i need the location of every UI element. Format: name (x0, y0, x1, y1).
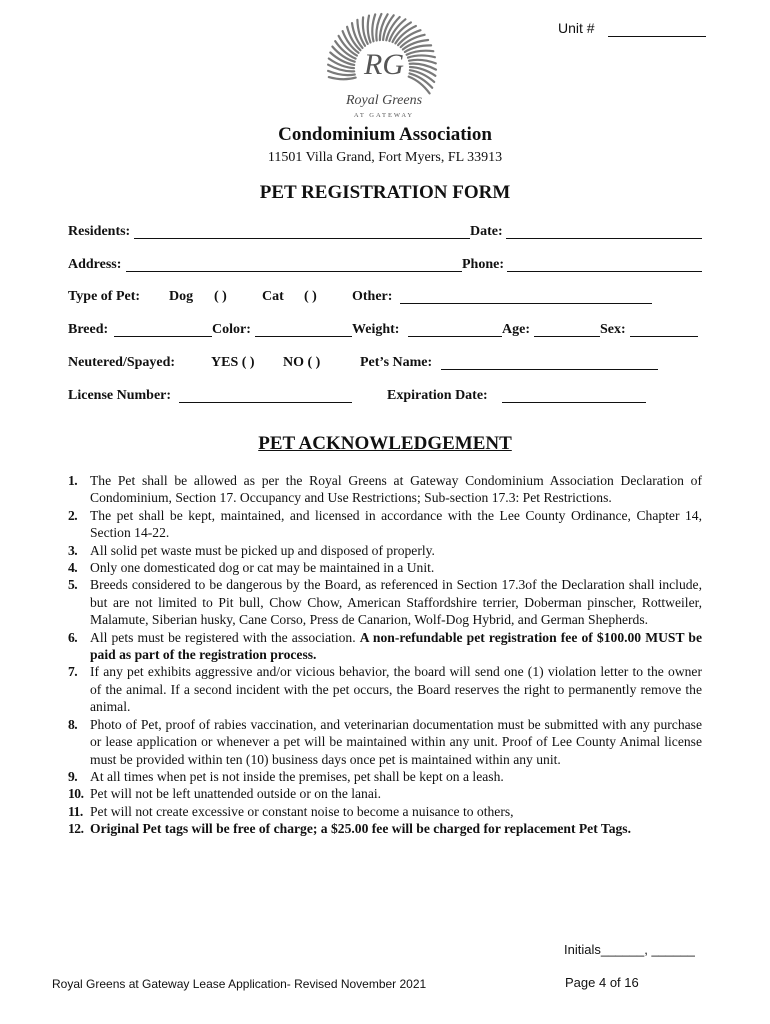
logo-name: Royal Greens (345, 93, 423, 108)
logo-ray (389, 19, 405, 41)
unit-number-line[interactable] (608, 36, 706, 37)
rule-text: The pet shall be kept, maintained, and licensed in accordance with the Lee County Ordinance, Chapter 14, Section 14-22. (90, 507, 702, 541)
expiration-date-field[interactable] (502, 402, 646, 403)
logo-ray (372, 14, 375, 41)
weight-label: Weight: (352, 322, 400, 337)
rule-number: 2. (68, 507, 78, 523)
phone-label: Phone: (462, 257, 504, 272)
rule-text: If any pet exhibits aggressive and/or vicious behavior, the board will send one (1) violation letter to the owner of the animal. If a second incident with the pet occurs, the Board reserves the right to permanently remove the animal. (90, 664, 702, 715)
address-label: Address: (68, 257, 122, 272)
footer-page-number: Page 4 of 16 (565, 975, 639, 990)
rule-number: 10. (68, 786, 84, 802)
license-number-field[interactable] (179, 402, 352, 403)
age-label: Age: (502, 322, 530, 337)
pet-name-label: Pet’s Name: (360, 355, 433, 370)
unit-number-field (558, 20, 595, 36)
rule-number: 7. (68, 664, 78, 680)
rule-item (68, 785, 702, 802)
logo-ray (393, 22, 411, 42)
breed-field[interactable] (114, 336, 212, 337)
other-label: Other: (352, 289, 393, 304)
logo-ray (339, 36, 357, 56)
acknowledgement-title: PET ACKNOWLEDGEMENT (258, 433, 512, 454)
pet-name-field[interactable] (441, 369, 658, 370)
rule-item (68, 629, 702, 664)
rule-text: Breeds considered to be dangerous by the Board, as referenced in Section 17.3of the Declaration shall include, but are not limited to Pit bull, Chow Chow, American Staffordshire terrier, Doberman pinscher, Rottweiler, Malamute, Siberian husky, Cane Corso, Press de Canarion, Wolf-Dog Hybrid, and German Shepherds. (90, 577, 702, 628)
dog-checkbox[interactable]: ( ) (214, 289, 227, 304)
royal-greens-logo (312, 8, 452, 124)
sex-label: Sex: (600, 322, 626, 337)
logo-ray (329, 77, 356, 79)
logo-monogram: RG (364, 48, 404, 81)
rule-text: Only one domesticated dog or cat may be maintained in a Unit. (90, 560, 435, 576)
rule-number: 11. (68, 803, 83, 819)
residents-field[interactable] (134, 238, 470, 239)
rule-number: 9. (68, 768, 78, 784)
other-field[interactable] (400, 303, 652, 304)
license-number-label: License Number: (68, 388, 172, 403)
rule-number: 5. (68, 577, 78, 593)
rule-text: All pets must be registered with the association. (90, 629, 360, 645)
rule-item (68, 542, 702, 559)
rule-item (68, 663, 702, 715)
sex-field[interactable] (630, 336, 698, 337)
date-label: Date: (470, 224, 503, 239)
logo-ray (409, 77, 430, 94)
color-label: Color: (212, 322, 251, 337)
rule-number: 4. (68, 560, 78, 576)
rule-number: 6. (68, 629, 78, 645)
age-field[interactable] (534, 336, 600, 337)
rule-text: At all times when pet is not inside the premises, pet shall be kept on a leash. (90, 768, 504, 784)
address-field[interactable] (126, 271, 462, 272)
initials-field[interactable]: Initials______, ______ (564, 942, 695, 957)
association-title: Condominium Association (278, 124, 492, 145)
rule-item (68, 559, 702, 576)
rule-text: All solid pet waste must be picked up and disposed of properly. (90, 542, 435, 558)
neutered-yes-checkbox[interactable]: YES ( ) (211, 355, 255, 370)
rule-item (68, 472, 702, 507)
cat-label: Cat (262, 289, 284, 304)
phone-field[interactable] (507, 271, 702, 272)
rule-text: The Pet shall be allowed as per the Royal Greens at Gateway Condominium Association Declaration of Condominium, Section 17. Occupancy and Use Restrictions; Sub-section 17.3: Pet Restrictions. (90, 473, 702, 506)
form-title: PET REGISTRATION FORM (259, 182, 511, 203)
acknowledgement-rules-list (68, 472, 702, 838)
logo-ray (386, 17, 399, 40)
rule-item (68, 576, 702, 628)
rule-item (68, 820, 702, 837)
color-field[interactable] (255, 336, 352, 337)
cat-checkbox[interactable]: ( ) (304, 289, 317, 304)
logo-ray (395, 26, 416, 43)
unit-number-label: Unit # (558, 20, 595, 36)
rule-number: 1. (68, 473, 78, 488)
rule-emphasis: Original Pet tags will be free of charge; a $25.00 fee will be charged for replacement Pet Tags. (90, 821, 631, 837)
dog-label: Dog (169, 289, 194, 304)
date-field[interactable] (506, 238, 702, 239)
rule-emphasis: A non-refundable pet registration fee of $100.00 MUST be paid as part of the registration process. (90, 629, 702, 663)
expiration-date-label: Expiration Date: (387, 388, 488, 403)
rule-item (68, 507, 702, 542)
logo-ray (407, 51, 434, 55)
logo-ray (408, 55, 435, 57)
type-of-pet-label: Type of Pet: (68, 289, 141, 304)
logo-ray (335, 41, 355, 59)
rule-number: 8. (68, 716, 78, 732)
breed-label: Breed: (68, 322, 109, 337)
rule-item (68, 803, 702, 820)
footer-document-title: Royal Greens at Gateway Lease Application- Revised November 2021 (52, 977, 427, 991)
rule-text: Pet will not be left unattended outside or on the lanai. (90, 786, 382, 802)
rule-item (68, 768, 702, 785)
logo-ray (332, 47, 354, 62)
rule-text: Pet will not create excessive or constant noise to become a nuisance to others, (90, 803, 514, 819)
weight-field[interactable] (408, 336, 502, 337)
residents-label: Residents: (68, 224, 131, 239)
neutered-no-checkbox[interactable]: NO ( ) (283, 355, 321, 370)
logo-tagline: AT GATEWAY (353, 112, 415, 119)
association-address: 11501 Villa Grand, Fort Myers, FL 33913 (267, 150, 503, 165)
rule-item (68, 716, 702, 768)
logo-ray (410, 73, 433, 87)
rule-number: 12. (68, 821, 84, 837)
rule-number: 3. (68, 542, 78, 558)
rule-text: Photo of Pet, proof of rabies vaccination, and veterinarian documentation must be submitted with any purchase or lease application or whenever a pet will be maintained within any unit. Proof of Lee County Animal license must be provided within ten (10) business days once pet is maintained within any unit. (90, 716, 702, 767)
neutered-label: Neutered/Spayed: (68, 355, 176, 370)
sunburst-logo-icon (312, 8, 452, 124)
logo-ray (368, 16, 371, 43)
